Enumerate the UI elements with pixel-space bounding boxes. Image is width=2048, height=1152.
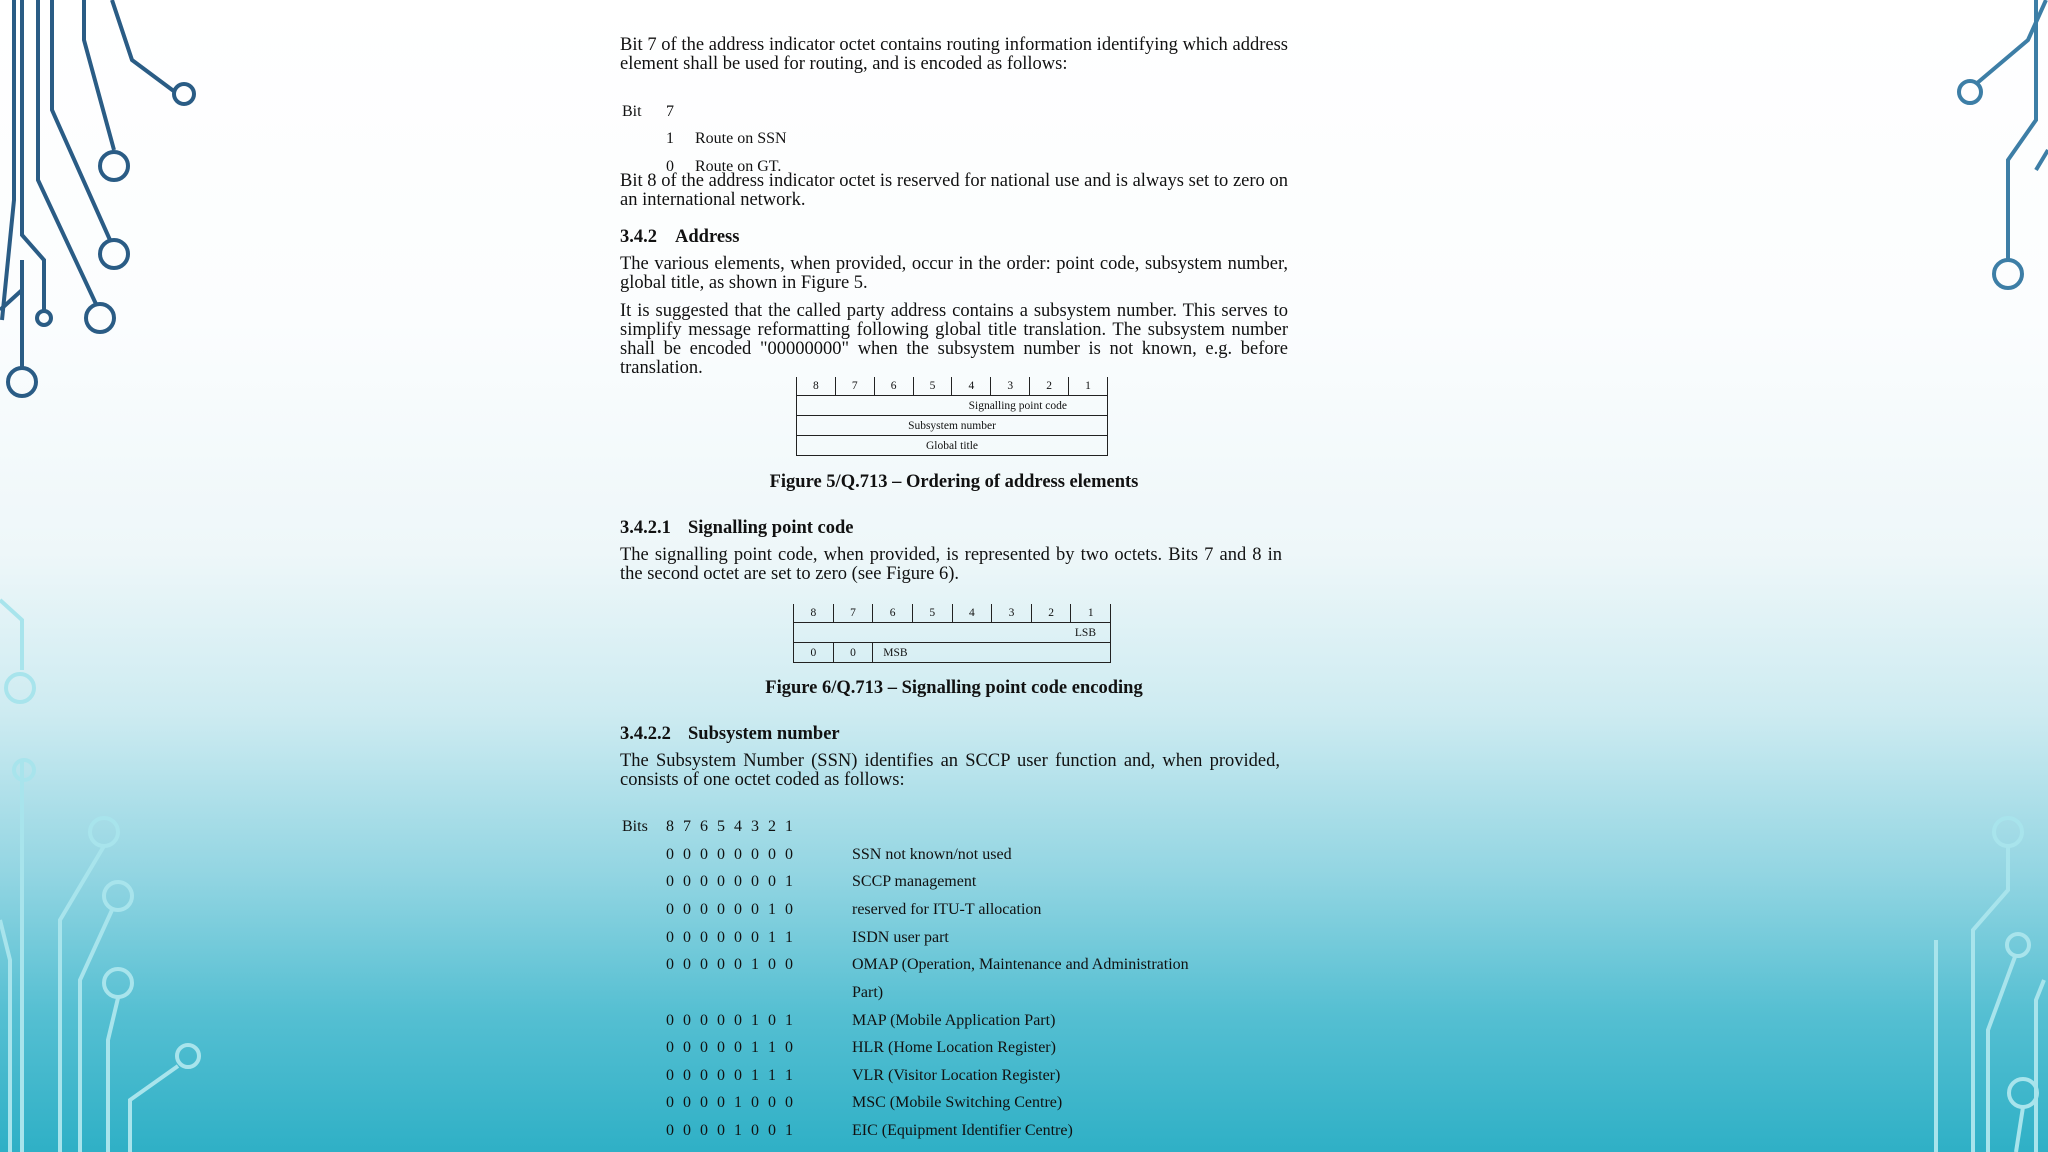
ssn-desc: MSC (Mobile Switching Centre) — [852, 1094, 1063, 1111]
fig5-bit: 5 — [913, 377, 952, 396]
ssn-code: 0 0 0 0 0 0 1 1 — [666, 929, 796, 946]
ssn-code: 0 0 0 0 1 0 0 1 — [666, 1122, 796, 1139]
fig5-bit: 8 — [797, 377, 836, 396]
section-number: 3.4.2 — [620, 227, 657, 247]
bit7-number: 7 — [666, 103, 674, 120]
bit7-value-1: 1 — [666, 130, 674, 147]
section-heading-3-4-2-2 — [620, 724, 840, 745]
ssn-bits-header: 8 7 6 5 4 3 2 1 — [666, 818, 796, 835]
fig5-row-subsystem-number: Subsystem number — [797, 416, 1108, 436]
address-para-1: The various elements, when provided, occur in the order: point code, subsystem number, global title, as shown in Figure 5. — [620, 254, 1288, 293]
bit7-meaning-1: Route on SSN — [695, 130, 787, 147]
fig6-zero-bit7: 0 — [833, 643, 873, 663]
ssn-desc: VLR (Visitor Location Register) — [852, 1067, 1061, 1084]
fig6-bit: 7 — [833, 604, 873, 623]
ssn-code: 0 0 0 0 0 1 0 1 — [666, 1012, 796, 1029]
ssn-desc: MAP (Mobile Application Part) — [852, 1012, 1056, 1029]
figure-5-table — [796, 377, 1108, 456]
bit7-label: Bit — [622, 103, 642, 120]
section-number: 3.4.2.1 — [620, 518, 671, 538]
figure-5-caption: Figure 5/Q.713 – Ordering of address elements — [769, 472, 1139, 492]
fig5-bit: 1 — [1069, 377, 1108, 396]
ssn-desc: reserved for ITU-T allocation — [852, 901, 1042, 918]
fig6-zero-bit8: 0 — [794, 643, 834, 663]
fig6-bit: 3 — [992, 604, 1032, 623]
ssn-code: 0 0 0 0 0 1 1 1 — [666, 1067, 796, 1084]
fig6-row-lsb: LSB — [794, 623, 1111, 643]
address-para-2: It is suggested that the called party address contains a subsystem number. This serves to simplify message reformatting following global title translation. The subsystem number shall be encoded "00000000" when the subsystem number is not known, e.g. before translation. — [620, 301, 1288, 378]
bit7-meaning-0: Route on GT. — [695, 158, 782, 175]
ssn-desc: OMAP (Operation, Maintenance and Administration — [852, 956, 1189, 973]
ssn-code: 0 0 0 0 0 1 0 0 — [666, 956, 796, 973]
bit7-value-0: 0 — [666, 158, 674, 175]
fig6-bit: 1 — [1071, 604, 1111, 623]
ssn-header-row — [622, 818, 796, 836]
ssn-code: 0 0 0 0 1 0 0 0 — [666, 1094, 796, 1111]
ssn-desc: SCCP management — [852, 873, 977, 890]
fig6-msb: MSB — [873, 643, 1111, 663]
fig6-bit: 6 — [873, 604, 913, 623]
fig6-bit: 8 — [794, 604, 834, 623]
circuit-decoration-left-icon — [0, 0, 230, 1152]
circuit-decoration-right-icon — [1818, 0, 2048, 1152]
section-heading-3-4-2 — [620, 227, 739, 248]
ssn-desc: Part) — [852, 984, 884, 1001]
section-number: 3.4.2.2 — [620, 724, 671, 744]
fig5-bit: 4 — [952, 377, 991, 396]
ssn-code: 0 0 0 0 0 0 0 0 — [666, 846, 796, 863]
ssn-code: 0 0 0 0 0 0 0 1 — [666, 873, 796, 890]
ssn-code: 0 0 0 0 0 0 1 0 — [666, 901, 796, 918]
section-title: Subsystem number — [688, 724, 840, 744]
ssn-desc: EIC (Equipment Identifier Centre) — [852, 1122, 1073, 1139]
fig5-bit: 2 — [1030, 377, 1069, 396]
section-title: Signalling point code — [688, 518, 854, 538]
figure-6-caption: Figure 6/Q.713 – Signalling point code encoding — [765, 678, 1143, 698]
fig5-row-global-title: Global title — [797, 436, 1108, 456]
routing-intro-text: Bit 7 of the address indicator octet contains routing information identifying which address element shall be used for routing, and is encoded as follows: — [620, 35, 1288, 74]
ssn-code: 0 0 0 0 0 1 1 0 — [666, 1039, 796, 1056]
fig6-bit: 5 — [912, 604, 952, 623]
ssn-para: The Subsystem Number (SSN) identifies an SCCP user function and, when provided, consists of one octet coded as follows: — [620, 751, 1280, 790]
fig5-bit: 7 — [835, 377, 874, 396]
fig6-bit: 4 — [952, 604, 992, 623]
ssn-bits-label: Bits — [622, 818, 648, 835]
bit8-text: Bit 8 of the address indicator octet is reserved for national use and is always set to zero on an international network. — [620, 171, 1288, 210]
fig5-bit: 6 — [874, 377, 913, 396]
ssn-desc: HLR (Home Location Register) — [852, 1039, 1056, 1056]
figure-6-table — [793, 604, 1111, 663]
section-heading-3-4-2-1 — [620, 518, 854, 539]
fig6-bit: 2 — [1031, 604, 1071, 623]
ssn-desc: ISDN user part — [852, 929, 949, 946]
fig5-bit: 3 — [991, 377, 1030, 396]
ssn-desc: SSN not known/not used — [852, 846, 1012, 863]
spc-para: The signalling point code, when provided, is represented by two octets. Bits 7 and 8 in the second octet are set to zero (see Figure 6). — [620, 545, 1282, 584]
section-title: Address — [675, 227, 740, 247]
fig5-row-signalling-point-code: Signalling point code — [797, 396, 1108, 416]
